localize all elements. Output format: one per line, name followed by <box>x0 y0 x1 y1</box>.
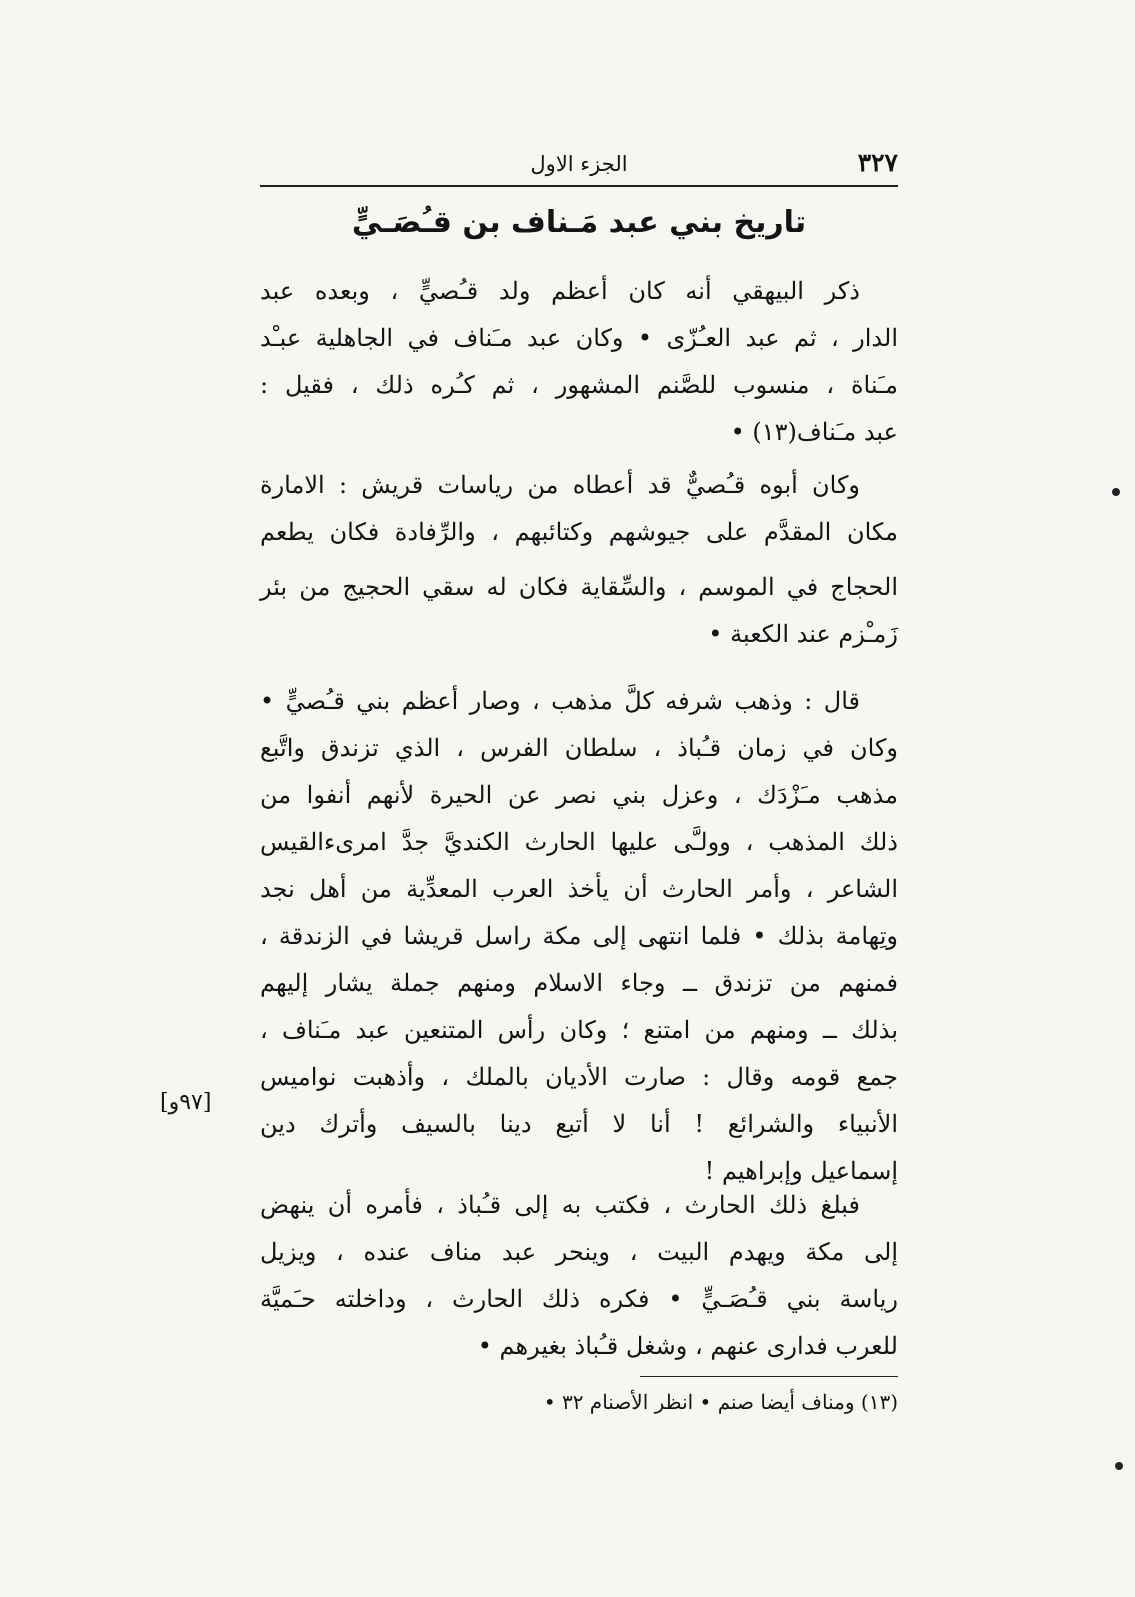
paragraph-line: مكان المقدَّم على جيوشهم وكتائبهم ، والرِّفادة فكان يطعم <box>260 518 898 546</box>
paragraph-line: إلى مكة ويهدم البيت ، وينحر عبد مناف عنده ، ويزيل <box>260 1238 898 1266</box>
paragraph-line: زَمـْزم عند الكعبة • <box>708 620 898 648</box>
paragraph-2 <box>260 462 898 658</box>
paragraph-line: مـَناة ، منسوب للصَّنم المشهور ، ثم كـُره ذلك ، فقيل : <box>260 371 898 399</box>
running-title: الجزء الاول <box>530 152 628 176</box>
paragraph-4 <box>260 1182 898 1370</box>
chapter-title: تاريخ بني عبد مَـناف بن قـُصَـيٍّ <box>351 205 807 240</box>
paragraph-line: الحجاج في الموسم ، والسِّقاية فكان له سقي الحجيج من بئر <box>260 573 898 601</box>
running-header <box>260 148 898 184</box>
paragraph-line: وكان أبوه قـُصيٌّ قد أعطاه من رياسات قريش : الامارة <box>260 471 860 499</box>
paragraph-line: وتِهامة بذلك • فلما انتهى إلى مكة راسل قريشا في الزندقة ، <box>260 922 898 950</box>
paragraph-line: عبد مـَناف(١٣) • <box>730 418 898 446</box>
paragraph-line: إسماعيل وإبراهيم ! <box>704 1157 898 1185</box>
paragraph-line: الشاعر ، وأمر الحارث أن يأخذ العرب المعدِّية من أهل نجد <box>260 875 898 903</box>
paragraph-line: الدار ، ثم عبد العـُزّى • وكان عبد مـَناف في الجاهلية عبـْد <box>260 324 898 352</box>
page-number: ٣٢٧ <box>857 148 898 177</box>
paragraph-line: بذلك ــ ومنهم من امتنع ؛ وكان رأس المتنعين عبد مـَناف ، <box>260 1016 898 1044</box>
footnote: (١٣) ومناف أيضا صنم • انظر الأصنام ٣٢ • <box>543 1390 898 1414</box>
paragraph-1 <box>260 268 898 456</box>
paragraph-line: فمنهم من تزندق ــ وجاء الاسلام ومنهم جملة يشار إليهم <box>260 969 898 997</box>
paragraph-line: الأنبياء والشرائع ! أنا لا أتبع دينا بالسيف وأترك دين <box>260 1110 898 1138</box>
paragraph-line: فبلغ ذلك الحارث ، فكتب به إلى قـُباذ ، فأمره أن ينهض <box>260 1191 860 1219</box>
paragraph-line: قال : وذهب شرفه كلَّ مذهب ، وصار أعظم بني قـُصيٍّ • <box>260 687 860 715</box>
paragraph-line: رياسة بني قـُصَـيٍّ • فكره ذلك الحارث ، وداخلته حـَميَّة <box>260 1285 898 1313</box>
footnote-rule <box>640 1376 898 1377</box>
scan-edge-mark <box>1115 1462 1123 1470</box>
paragraph-line: ذكر البيهقي أنه كان أعظم ولد قـُصيٍّ ، وبعده عبد <box>260 277 860 305</box>
paragraph-line: جمع قومه وقال : صارت الأديان بالملك ، وأذهبت نواميس <box>260 1063 898 1091</box>
header-rule <box>260 185 898 187</box>
paragraph-line: وكان في زمان قـُباذ ، سلطان الفرس ، الذي تزندق واتَّبع <box>260 734 898 762</box>
margin-folio-note: [٩٧و] <box>160 1090 212 1115</box>
scan-edge-mark <box>1112 488 1120 496</box>
paragraph-line: مذهب مـَزْدَك ، وعزل بني نصر عن الحيرة لأنهم أنفوا من <box>260 781 898 809</box>
paragraph-line: للعرب فدارى عنهم ، وشغل قـُباذ بغيرهم • <box>477 1332 898 1360</box>
paragraph-3 <box>260 678 898 1195</box>
paragraph-line: ذلك المذهب ، وولـَّى عليها الحارث الكنديَّ جدَّ امرىءالقيس <box>260 828 898 856</box>
